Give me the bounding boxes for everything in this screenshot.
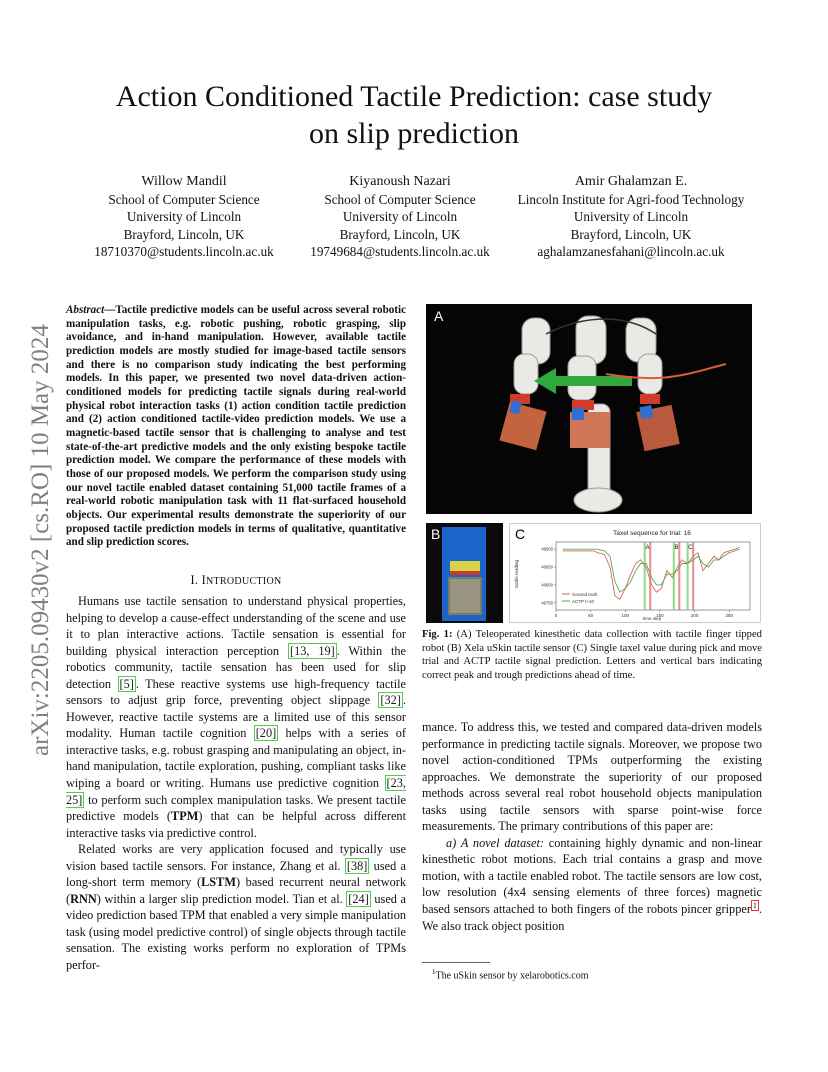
- robot-photo-illustration: [426, 304, 752, 514]
- acronym-tpm: TPM: [171, 809, 199, 824]
- series-line: [563, 549, 740, 592]
- section-heading-first-letter: I: [201, 573, 207, 587]
- chart-legend: [562, 592, 598, 604]
- panel-letter-c: C: [515, 526, 526, 542]
- abstract-text: —Tactile predictive models can be useful across several robotic manipulation tasks, e.g. robotic pushing, robotic grasping, slip avoidance, and in-hand manipulation. However, available tactile prediction models are mostly studied for image-based tactile sensors and there is no comparison study indicating the best performing models. In this paper, we presented two novel data-driven action-conditioned models for predicting tactile signals during real-world physical robot interaction tasks (1) action condition tactile prediction and (2) action conditioned tactile-video prediction models. We use a magnetic-based tactile sensor that is challenging to analyse and test state-of-the-art predictive models and the only existing bespoke tactile prediction model. We compare the performance of these models with those of our proposed models. We perform the comparison study using our novel tactile enabled dataset containing 51,000 tactile frames of a real-world robotic manipulation task with 11 flat-surfaced household objects. Our experimental results demonstrate the superiority of our proposed tactile prediction models in terms of qualitative, quantitative and slip prediction scores.: [66, 304, 406, 549]
- abstract: [66, 304, 406, 550]
- figure-caption-text: (A) Teleoperated kinesthetic data collection with tactile finger tipped robot (B) Xela uSkin tactile sensor (C) Single taxel value during pick and move trial and ACTP tactile signal prediction. Letters and vertical bars indicating correct peak and trough predictions ahead of time.: [422, 629, 762, 681]
- chart-title: Taxel sequence for trial: 16: [613, 530, 691, 537]
- author-org: University of Lincoln: [573, 209, 689, 225]
- author-name: Kiyanoush Nazari: [349, 174, 451, 189]
- citation-link[interactable]: [24]: [348, 891, 369, 906]
- acronym-lstm: LSTM: [201, 875, 236, 890]
- author-email: aghalamzanesfahani@lincoln.ac.uk: [537, 244, 725, 260]
- citation-link[interactable]: [20]: [255, 726, 277, 741]
- right-column-body: [422, 719, 762, 934]
- x-tick-label: 100: [621, 613, 630, 618]
- arxiv-side-identifier: [16, 278, 58, 758]
- author-block-2: [282, 173, 518, 261]
- x-tick-label: 250: [725, 613, 733, 618]
- taxel-sequence-chart: [510, 524, 760, 622]
- author-block-1: [66, 173, 302, 261]
- x-tick-label: 150: [656, 613, 664, 618]
- author-dept: School of Computer Science: [108, 191, 260, 207]
- paper-title: [70, 78, 758, 152]
- figure-panel-a-robot-photo: [426, 304, 752, 514]
- x-tick-label: 200: [690, 613, 699, 618]
- footnote-rule: [422, 962, 490, 963]
- footnote-text: The uSkin sensor by xelarobotics.com: [435, 970, 589, 982]
- author-org: University of Lincoln: [126, 209, 242, 225]
- vertical-marker-bar: [687, 542, 689, 610]
- author-name: Amir Ghalamzan E.: [574, 174, 688, 189]
- citation-link[interactable]: [13, 19]: [289, 643, 335, 658]
- section-numeral: I.: [190, 573, 202, 587]
- author-email: 18710370@students.lincoln.ac.uk: [94, 244, 274, 260]
- acronym-rnn: RNN: [70, 891, 97, 906]
- section-heading-introduction: [66, 573, 406, 588]
- title-line-2: on slip prediction: [309, 117, 519, 150]
- x-tick-label: 0: [554, 613, 558, 618]
- figure-caption: [422, 628, 762, 682]
- citation-link[interactable]: [5]: [119, 676, 134, 691]
- abstract-label: Abstract: [66, 304, 105, 316]
- y-tick-label: 46850: [541, 564, 553, 570]
- contribution-paragraph: mance. To address this, we tested and compared data-driven models performance in predicting tactile signals. Moreover, we propose two novel action-conditioned TPMs outperforming the existing approaches. We demonstrate the superiority of our proposed methods across several real robot household objects manipulation tasks using tactile sensors with sparse point-wise force measurements. The primary contributions of this paper are:: [422, 720, 762, 834]
- author-dept: School of Computer Science: [324, 191, 476, 207]
- footnote-link[interactable]: 1: [752, 900, 757, 910]
- contribution-item-dataset: a) A novel dataset: containing highly dynamic and non-linear kinesthetic robot motions. Each trial contains a grasp and move motion, with a tactile enabled robot. The tactile sensors are low cost, low resolution (4x4 sensing elements of three forces) magnetic based sensors attached to both fingers of the robots pincer gripper $^1$ . We also track object position: [422, 835, 762, 933]
- contribution-item-label: a) A novel dataset:: [446, 835, 544, 850]
- y-tick-label: 46900: [541, 546, 553, 552]
- vertical-marker-label: B: [674, 545, 679, 551]
- footnote: [432, 968, 589, 981]
- citation-link[interactable]: [23, 25]: [66, 776, 406, 807]
- figure-panel-b-sensor-photo: [426, 523, 503, 623]
- legend-entry-ground-truth: Ground truth: [572, 592, 598, 597]
- author-location: Brayford, Lincoln, UK: [339, 226, 461, 242]
- vertical-marker-bar: [692, 542, 694, 610]
- citation-link[interactable]: [38]: [346, 858, 368, 873]
- figure-caption-label: Fig. 1:: [422, 629, 453, 640]
- intro-paragraph-1: Humans use tactile sensation to understand physical properties, helping to develop a cause-effect understanding of the scene and use it to plan interactive actions. Tactile sensation is essential for building physical interaction perception [13, 19] . Within the robotics community, tactile sensation has been used for slip detection [5] . These reactive systems use high-frequency tactile sensors to adjust grip force, preventing object slippage [32] . However, reactive tactile systems are a limited use of this sensor modality. Human tactile cognition [20] helps with a series of interactive tasks, e.g. robust grasping and manipulating an object, in-hand manipulation, tactile exploration, pushing, compliant tasks like wiping a board or writing. Humans use predictive cognition [23, 25] to perform such complex manipulation tasks. We present tactile predictive models (TPM) that can be helpful across different interactive tasks via predictive control.: [66, 594, 407, 840]
- panel-letter-b: B: [431, 526, 441, 542]
- panel-letter-a: A: [434, 308, 444, 324]
- y-tick-label: 46750: [541, 600, 553, 606]
- footnote-mark: 1: [432, 968, 436, 976]
- y-axis-label: tactile reading: [514, 559, 519, 589]
- figure-panel-c-chart: [509, 523, 761, 623]
- x-tick-label: 50: [588, 613, 594, 618]
- author-org: University of Lincoln: [342, 209, 458, 225]
- arxiv-id-text: arXiv:2205.09430v2 [cs.RO] 10 May 2024: [27, 324, 54, 756]
- legend-entry-actp: ACTP t+10: [572, 599, 595, 604]
- author-location: Brayford, Lincoln, UK: [123, 226, 245, 242]
- intro-paragraph-2: Related works are very application focused and typically use vision based tactile sensors. For instance, Zhang et al. [38] used a long-short term memory (LSTM) based recurrent neural network (RNN) within a larger slip prediction model. Tian et al. [24] used a video prediction based TPM that enabled a very simple manipulation task (using model predictive control) of single objects through tactile sensation. The existing works perform no exploration of TPMs perfor-: [66, 842, 406, 973]
- x-axis-label: time step: [642, 616, 662, 621]
- vertical-marker-label: A: [645, 545, 650, 551]
- vertical-marker-label: C: [688, 545, 693, 551]
- vertical-marker-bar: [644, 542, 646, 610]
- vertical-marker-bar: [678, 542, 680, 610]
- author-name: Willow Mandil: [141, 174, 227, 189]
- author-dept: Lincoln Institute for Agri-food Technology: [517, 191, 745, 207]
- author-block-3: [496, 173, 766, 261]
- citation-link[interactable]: [32]: [380, 693, 401, 708]
- author-email: 19749684@students.lincoln.ac.uk: [310, 244, 490, 260]
- title-line-1: Action Conditioned Tactile Prediction: case study: [115, 80, 713, 113]
- y-tick-label: 46800: [541, 582, 553, 588]
- section-heading-rest: NTRODUCTION: [206, 576, 282, 587]
- left-column-body: [66, 593, 406, 974]
- author-location: Brayford, Lincoln, UK: [570, 226, 692, 242]
